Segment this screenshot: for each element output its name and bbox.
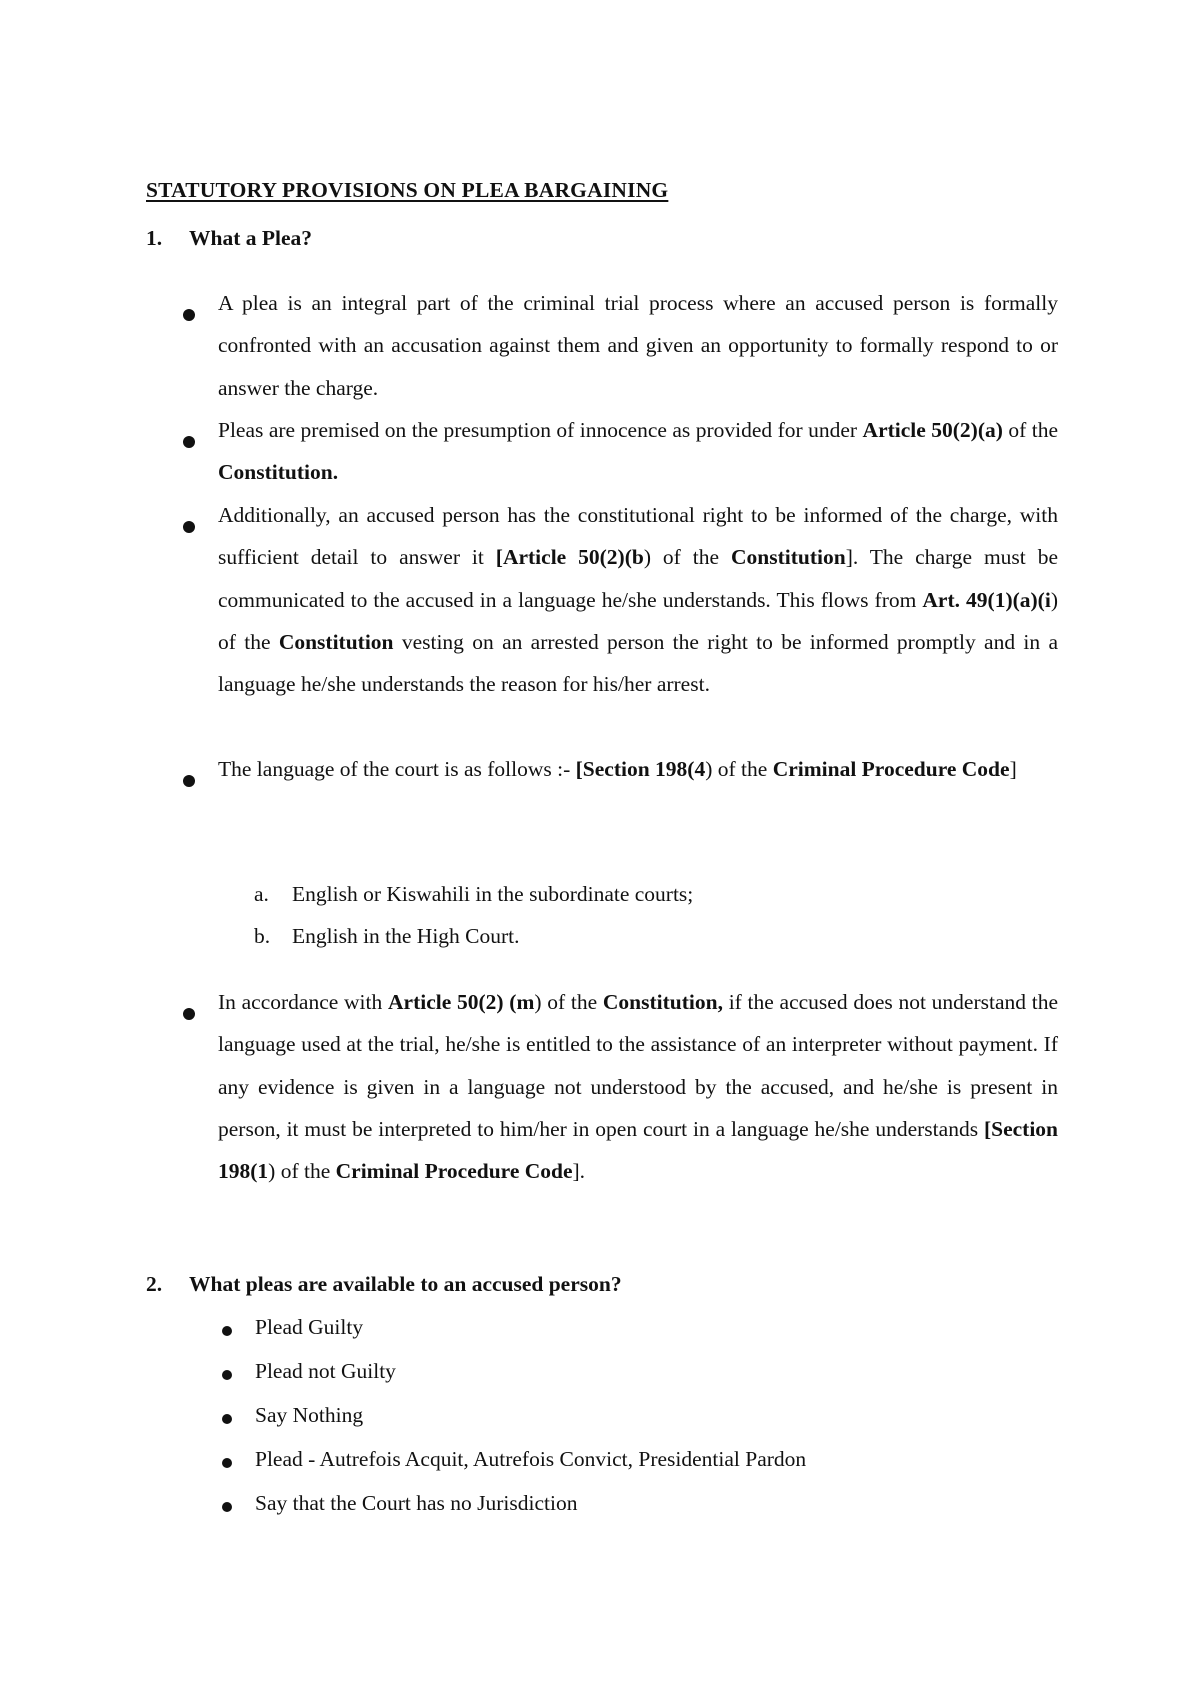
text-run: ) of the (534, 990, 603, 1014)
bullet-icon (222, 1502, 232, 1512)
section-heading-text: What pleas are available to an accused person? (189, 1272, 622, 1296)
text-run: vesting on an arrested person the right to be informed promptly and in a language he/she understands the reason for his/her arrest. (218, 629, 1058, 697)
bold-citation: Criminal Procedure Code (335, 1159, 573, 1184)
bold-citation: Criminal Procedure Code (772, 757, 1010, 781)
text-run: The language of the court is as follows :- (218, 757, 576, 781)
list-label: a. (254, 882, 269, 906)
bold-citation: Constitution (278, 629, 394, 654)
bullet-icon (222, 1370, 232, 1380)
paragraph-presumption-of-innocence (218, 409, 1058, 494)
section-number: 2. (146, 1272, 163, 1296)
text-run: ]. The charge must be communicated to the accused in a language he/she understands. This flows from (218, 545, 1059, 612)
bullet-icon (222, 1414, 232, 1424)
section-heading-text: What a Plea? (189, 226, 313, 250)
bold-citation: Constitution. (218, 460, 339, 485)
bold-citation: [Article 50(2)(b (495, 545, 644, 570)
list-item: Say Nothing (255, 1403, 364, 1427)
list-item (254, 882, 693, 907)
text-run: of the (1002, 418, 1058, 442)
section-number: 1. (146, 226, 163, 250)
text-run: if the accused does not understand the language used at the trial, he/she is entitled to the assistance of an interpreter without payment. If any evidence is given in a language not understood by the accused, and he/she is present in person, it must be interpreted to him/her in open court in a language he/she understands (218, 990, 1058, 1141)
paragraph-court-language (218, 748, 1058, 790)
bullet-icon (222, 1458, 232, 1468)
bold-citation: Constitution, (602, 990, 723, 1014)
text-run: ) of the (643, 545, 731, 570)
list-item: Plead not Guilty (255, 1359, 396, 1383)
text-run: Pleas are premised on the presumption of innocence as provided for under (218, 418, 863, 442)
text-run: ) of the (268, 1159, 336, 1184)
text-run: ) of the (218, 587, 1058, 654)
section-1-heading (146, 226, 312, 251)
list-item: Plead Guilty (255, 1315, 364, 1339)
bold-citation: Article 50(2) (m (388, 990, 535, 1014)
list-text: English or Kiswahili in the subordinate courts; (292, 882, 694, 906)
section-2-heading (146, 1272, 622, 1297)
document-title: STATUTORY PROVISIONS ON PLEA BARGAINING (146, 178, 669, 202)
text-run: ) of the (705, 757, 773, 781)
bullet-icon (183, 1008, 195, 1020)
bold-citation: Art. 49(1)(a)(i (922, 587, 1051, 612)
list-label: b. (254, 924, 271, 948)
paragraph-plea-definition (218, 282, 1058, 409)
text-run: ]. (572, 1159, 586, 1184)
bullet-icon (183, 775, 195, 787)
text-run: In accordance with (218, 990, 388, 1014)
paragraph-right-to-be-informed (218, 494, 1058, 705)
text-run: Additionally, an accused person has the constitutional right to be informed of the charge, with sufficient detail to answer it (218, 503, 1058, 570)
bullet-icon (183, 309, 195, 321)
text-run: A plea is an integral part of the criminal trial process where an accused person is formally confronted with an accusation against them and given an opportunity to formally respond to or answer the charge. (218, 291, 1058, 400)
list-text: English in the High Court. (292, 924, 520, 948)
list-item: Say that the Court has no Jurisdiction (255, 1491, 578, 1515)
bullet-icon (183, 436, 195, 448)
bold-citation: [Section 198(1 (218, 1116, 1058, 1184)
bullet-icon (222, 1326, 232, 1336)
text-run: ] (1009, 757, 1017, 781)
bold-citation: Constitution (730, 545, 846, 570)
list-item (254, 924, 520, 949)
paragraph-interpreter (218, 981, 1058, 1192)
bullet-icon (183, 521, 195, 533)
list-item: Plead - Autrefois Acquit, Autrefois Convict, Presidential Pardon (255, 1447, 807, 1471)
bold-citation: Article 50(2)(a) (862, 418, 1003, 442)
bold-citation: [Section 198(4 (575, 757, 706, 781)
